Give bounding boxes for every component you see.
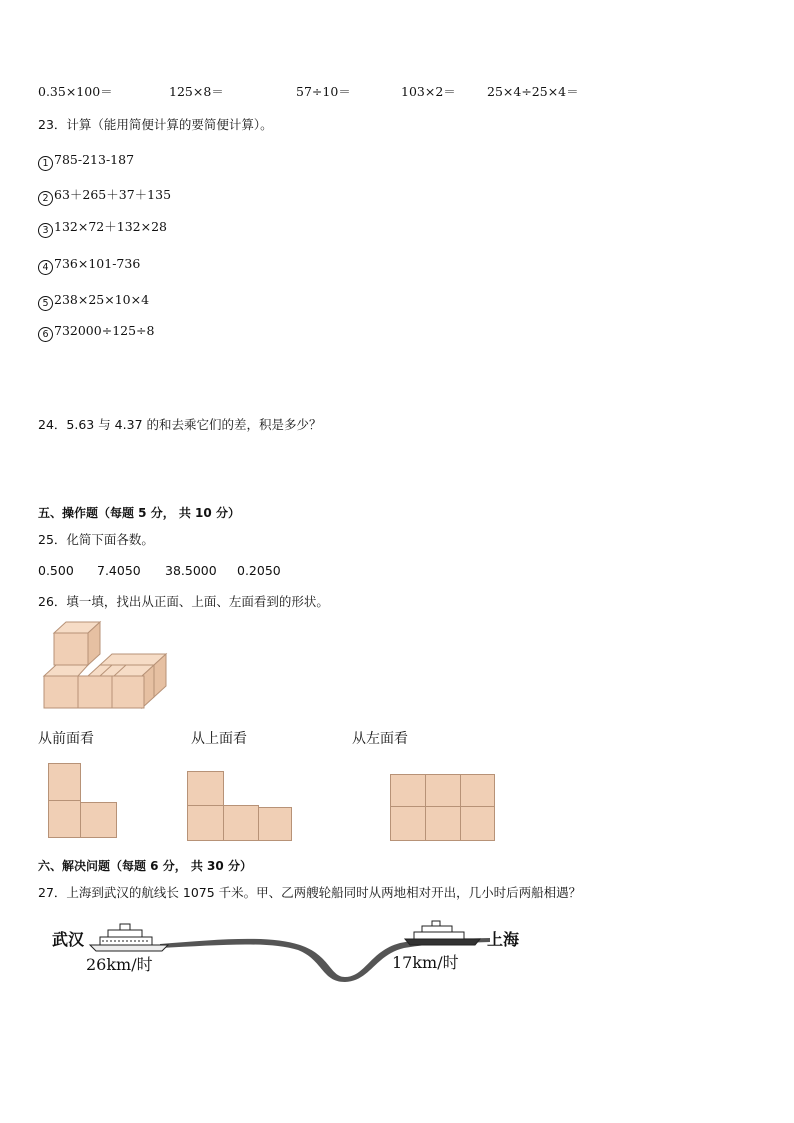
q23-item-text: 736×101-736 xyxy=(54,256,141,271)
view-square xyxy=(187,805,224,841)
question-27-title: 27．上海到武汉的航线长 1075 千米。甲、乙两艘轮船同时从两地相对开出，几小时后两船相遇？ xyxy=(38,885,582,900)
q23-item-text: 785-213-187 xyxy=(54,152,135,167)
view-square xyxy=(460,774,495,807)
q23-item-5 xyxy=(38,292,149,311)
view-square xyxy=(223,805,259,841)
question-26-title: 26．填一填，找出从正面、上面、左面看到的形状。 xyxy=(38,594,329,609)
section-6-heading: 六、解决问题（每题 6 分， 共 30 分） xyxy=(38,859,252,873)
circled-number: 4 xyxy=(38,260,53,275)
question-24: 24．5.63 与 4.37 的和去乘它们的差，积是多少？ xyxy=(38,417,322,432)
view-caption-front: 从前面看 xyxy=(38,731,94,747)
view-square xyxy=(258,807,292,841)
ship-icon xyxy=(90,924,168,951)
view-square xyxy=(425,774,461,807)
view-square xyxy=(390,774,426,807)
speed-label-right: 17km/时 xyxy=(392,953,459,972)
question-25-title: 25．化简下面各数。 xyxy=(38,532,154,547)
section-5-heading: 五、操作题（每题 5 分， 共 10 分） xyxy=(38,506,240,520)
q25-number: 7.4050 xyxy=(97,563,141,578)
view-caption-left: 从左面看 xyxy=(352,731,408,747)
view-caption-top: 从上面看 xyxy=(191,731,247,747)
circled-number: 6 xyxy=(38,327,53,342)
circled-number: 3 xyxy=(38,223,53,238)
q23-item-1 xyxy=(38,152,134,171)
ship-icon xyxy=(405,921,480,945)
q23-item-text: 63＋265＋37＋135 xyxy=(54,187,172,202)
calc-item: 103×2＝ xyxy=(401,84,456,99)
calc-item: 57÷10＝ xyxy=(296,84,351,99)
city-label-shanghai: 上海 xyxy=(487,930,520,949)
calc-item: 25×4÷25×4＝ xyxy=(487,84,579,99)
circled-number: 2 xyxy=(38,191,53,206)
view-square xyxy=(425,806,461,841)
view-square xyxy=(80,802,117,838)
q23-item-3 xyxy=(38,219,167,238)
view-square xyxy=(48,800,81,838)
q23-item-text: 732000÷125÷8 xyxy=(54,323,155,338)
q23-item-text: 238×25×10×4 xyxy=(54,292,150,307)
q25-number: 38.5000 xyxy=(165,563,217,578)
q23-item-2 xyxy=(38,187,171,206)
circled-number: 5 xyxy=(38,296,53,311)
view-square xyxy=(460,806,495,841)
circled-number: 1 xyxy=(38,156,53,171)
speed-label-left: 26km/时 xyxy=(86,955,153,974)
view-square xyxy=(48,763,81,801)
calc-item: 125×8＝ xyxy=(169,84,224,99)
city-label-wuhan: 武汉 xyxy=(52,930,85,949)
cube-stack-figure xyxy=(40,620,175,715)
calc-item: 0.35×100＝ xyxy=(38,84,113,99)
q23-item-4 xyxy=(38,256,140,275)
view-square xyxy=(390,806,426,841)
q25-number: 0.2050 xyxy=(237,563,281,578)
q23-item-text: 132×72＋132×28 xyxy=(54,219,167,234)
view-square xyxy=(187,771,224,806)
q25-number: 0.500 xyxy=(38,563,74,578)
question-23-title: 23．计算（能用简便计算的要简便计算）。 xyxy=(38,117,273,132)
q23-item-6 xyxy=(38,323,154,342)
